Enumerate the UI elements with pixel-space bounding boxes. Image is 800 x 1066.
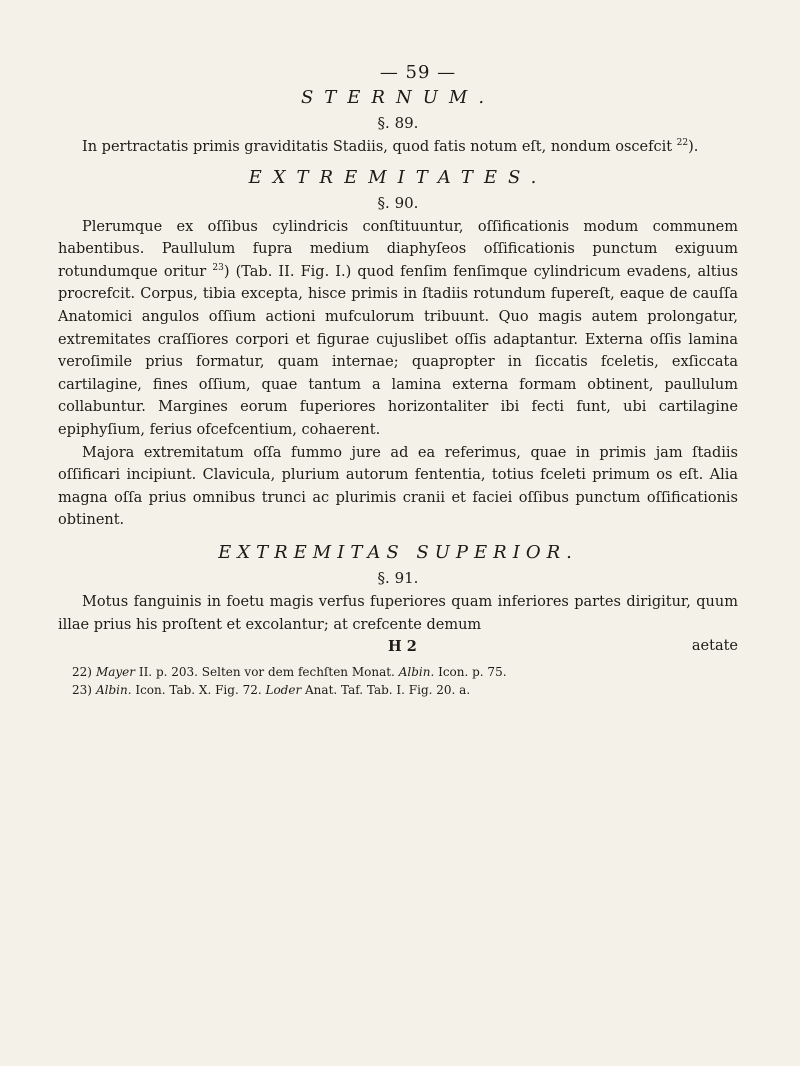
paragraph-number-90: §. 90. bbox=[377, 193, 419, 212]
signature-mark: H 2 bbox=[388, 638, 417, 656]
footnote-text: II. p. 203. Selten vor dem fechſten Monat. bbox=[135, 665, 399, 680]
footnote-number: 23) bbox=[72, 683, 92, 698]
paragraph-90-text bbox=[58, 216, 738, 442]
catch-line bbox=[58, 638, 738, 655]
footnote-22 bbox=[72, 663, 738, 681]
catchword: aetate bbox=[691, 638, 738, 655]
footnote-text-2: Anat. Taf. Tab. I. Fig. 20. a. bbox=[301, 683, 471, 698]
footnote-author: Albin. bbox=[95, 683, 132, 698]
paragraph-number-89: §. 89. bbox=[377, 114, 419, 132]
paragraph-89-text bbox=[58, 136, 738, 159]
paragraph-89-body: In pertractatis primis graviditatis Stadiis, quod fatis notum eſt, nondum oscefcit bbox=[82, 139, 673, 155]
section-title-extremitas-superior: EXTREMITAS SUPERIOR. bbox=[218, 541, 578, 563]
footnote-ref-22: 22 bbox=[676, 138, 689, 149]
paragraph-89-end: ). bbox=[688, 139, 699, 155]
paragraph-91-text: Motus fanguinis in foetu magis verfus fuperiores quam inferiores partes dirigitur, quum illae prius his proſtent et excolantur; at crefcente demum bbox=[58, 593, 738, 633]
paragraph-90-body-a: Plerumque ex oſſibus cylindricis conſtituuntur, oſſificationis modum communem habentibus. Paullulum fupra medium diaphyſeos oſſificationis punctum exiguum rotundumque oritur bbox=[58, 218, 738, 280]
section-title-extremitates: EXTREMITATES. bbox=[248, 166, 548, 188]
paragraph-90-second: Majora extremitatum oſſa fummo jure ad ea referimus, quae in primis jam ſtadiis oſſificari incipiunt. Clavicula, plurium autorum fententia, totius fceleti primum os eſt. Alia magna oſſa prius omnibus trunci ac plurimis cranii et faciei oſſibus punctum oſſificationis obtinent. bbox=[58, 444, 738, 529]
footnotes bbox=[58, 663, 738, 699]
page-number: — 59 — bbox=[379, 62, 457, 83]
footnote-number: 22) bbox=[72, 665, 92, 680]
section-title-sternum: STERNUM. bbox=[300, 87, 496, 108]
footnote-author: Mayer bbox=[95, 665, 136, 680]
footnote-text: Icon. Tab. X. Fig. 72. bbox=[131, 683, 266, 698]
paragraph-number-91: §. 91. bbox=[377, 568, 419, 587]
footnote-text-2: Icon. p. 75. bbox=[434, 665, 507, 680]
footnote-author-2: Loder bbox=[265, 683, 302, 698]
paragraph-90-body-b: ) (Tab. II. Fig. I.) quod fenſim fenſimque cylindricum evadens, altius procrefcit. Corpus, tibia excepta, hisce primis in ſtadiis rotundum fupereſt, eaque de cauſſa Anatomici angulos oſſium actioni mufculorum tribuunt. Quo magis autem prolongatur, extremitates craſſiores corpori et figurae cujuslibet oſſis adaptantur. Externa oſſis lamina veroſimile prius formatur, quam internae; quapropter in ſiccatis fceletis, exſiccata cartilagine, fines oſſium, quae tantum a lamina externa formam obtinent, paullulum collabuntur. Margines eorum fuperiores horizontaliter ibi fecti funt, ubi cartilagine epiphyſium, ferius ofcefcentium, cohaerent. bbox=[58, 263, 739, 438]
footnote-23 bbox=[72, 681, 738, 699]
footnote-author-2: Albin. bbox=[398, 665, 435, 680]
footnote-ref-23: 23 bbox=[212, 262, 224, 273]
document-page bbox=[58, 62, 738, 699]
